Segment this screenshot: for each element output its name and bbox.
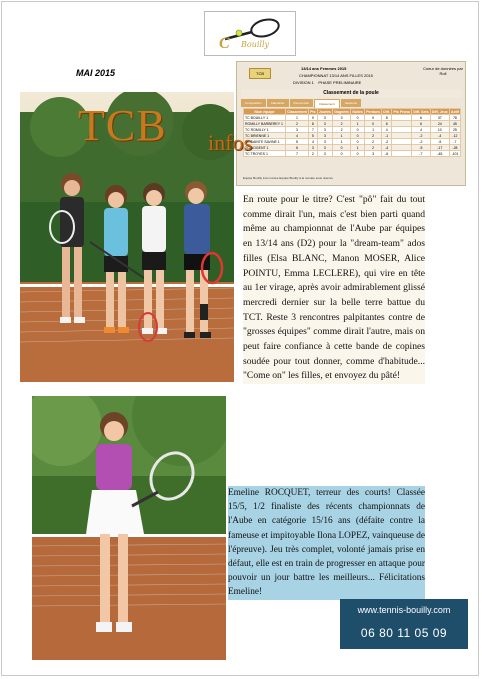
table-cell: 3 — [365, 151, 382, 157]
table-cell: -101 — [449, 151, 460, 157]
table-cell: 2 — [365, 145, 382, 151]
division-label: DIVISION 1 — [293, 80, 314, 85]
table-cell: 6 — [412, 115, 431, 121]
team-name-cell: TC BRIENNE 1 — [244, 133, 286, 139]
table-cell: 3 — [317, 115, 332, 121]
table-cell: 45 — [449, 121, 460, 127]
table-cell: 0 — [333, 151, 351, 157]
table-cell: 1 — [333, 133, 351, 139]
table-cell: 4 — [285, 133, 308, 139]
col-header: Jouées — [318, 109, 331, 114]
team-name-cell: TC ROMILLY 1 — [244, 127, 286, 133]
table-cell: -7 — [412, 151, 431, 157]
table-cell: 0 — [333, 145, 351, 151]
table-cell: 10 — [430, 127, 449, 133]
table-cell: 3 — [317, 133, 332, 139]
article-team: En route pour le titre? C'est "pô" fait du tout comme dirait l'un, mais c'est bien parti quand même au championnat de l'Aube par équipes en 13/14 ans (D2) pour la "dream-team" ados filles (Elsa BLANC, Manon MOSER, Alice POINTU, Emma LECLERE), qui vire en tête au 1er virage, après avoir admirablement glissé mercredi dernier sur la belle terre battue du TCT. Reste 3 rencontres palpitantes contre de "grosses équipes" comme dirait l'autre, mais on peut faire confiance à cette bande de copines soudée pour tout donner, comme d'habitude... "Come on" les filles, et envoyez du pâté! — [243, 193, 425, 384]
table-cell: 4 — [382, 127, 392, 133]
table-cell: 1 — [351, 145, 365, 151]
table-cell: 0 — [351, 139, 365, 145]
table-cell: -28 — [449, 145, 460, 151]
phone-number: 06 80 11 05 09 — [360, 626, 448, 640]
table-cell: -4 — [430, 133, 449, 139]
tab-rencontres[interactable]: Rencontres — [290, 99, 313, 107]
table-cell: 6 — [285, 145, 308, 151]
table-row — [244, 151, 461, 157]
table-cell: -45 — [430, 151, 449, 157]
table-cell: 9 — [309, 115, 318, 121]
table-cell: 2 — [365, 139, 382, 145]
table-cell: -2 — [412, 133, 431, 139]
table-cell: 0 — [365, 115, 382, 121]
table-cell: 0 — [365, 121, 382, 127]
ranking-table — [243, 108, 461, 157]
table-cell: 6 — [382, 121, 392, 127]
table-cell: 7 — [285, 151, 308, 157]
logo-word: Bouilly — [241, 40, 270, 49]
table-cell: 78 — [449, 115, 460, 121]
col-header: Nulles — [352, 109, 363, 114]
article-emeline: Emeline ROCQUET, terreur des courts! Classée 15/5, 1/2 finaliste des récents championnats de l'Aube en catégorie 15/16 ans (défaite contre la fameuse et impitoyable Ilona LOPEZ, vainqueuse de l'épreuve). Jeu très complet, volonté jamais prise en défaut, elle est en train de progresser en attaque pour pouvoir un jour battre les meilleurs... Félicitations Emeline! — [228, 486, 425, 600]
table-cell — [392, 151, 412, 157]
table-cell: 2 — [365, 133, 382, 139]
table-cell: 3 — [317, 139, 332, 145]
table-cell: 24 — [430, 121, 449, 127]
table-cell: 1 — [285, 115, 308, 121]
table-cell: 5 — [285, 139, 308, 145]
table-cell: -5 — [430, 139, 449, 145]
club-logo — [204, 11, 296, 56]
ranking-heading: Classement de la poule — [241, 89, 461, 98]
col-header: Gagnées — [334, 109, 349, 114]
website-link[interactable]: www.tennis-bouilly.com — [357, 605, 451, 615]
table-cell: 3 — [285, 127, 308, 133]
table-cell: -5 — [412, 145, 431, 151]
table-cell: -1 — [382, 133, 392, 139]
table-cell: 4 — [412, 127, 431, 133]
table-cell: 8 — [382, 115, 392, 121]
col-header: Diff. Jeux — [431, 109, 448, 114]
table-cell: 0 — [351, 127, 365, 133]
team-name-cell: TC BOUILLY 1 — [244, 115, 286, 121]
table-cell: 25 — [449, 127, 460, 133]
table-cell: 7 — [309, 127, 318, 133]
table-cell: 2 — [309, 151, 318, 157]
team-name-cell: TC NOGENT 1 — [244, 145, 286, 151]
col-header: Perdues — [366, 109, 380, 114]
tcb-infos-title: TCB — [78, 101, 167, 150]
table-cell: 3 — [309, 145, 318, 151]
col-header: Nom équipe — [244, 109, 286, 115]
tab-classement[interactable]: Classement — [314, 99, 340, 109]
table-cell: 0 — [351, 115, 365, 121]
team-name-cell: TC TROYES 1 — [244, 151, 286, 157]
logo-letters: C — [219, 35, 230, 52]
col-header: Pts — [310, 109, 316, 114]
table-cell: -4 — [382, 145, 392, 151]
col-header: Diff. — [383, 109, 391, 114]
table-cell: 3 — [317, 121, 332, 127]
player-photo — [32, 396, 226, 660]
tcb-infos-suffix: infos — [208, 130, 252, 155]
table-cell: 1 — [333, 139, 351, 145]
table-cell: 1 — [365, 127, 382, 133]
table-cell: 2 — [333, 127, 351, 133]
table-cell: -6 — [382, 151, 392, 157]
table-cell: -17 — [430, 145, 449, 151]
table-cell: 3 — [317, 151, 332, 157]
team-name-cell: ROMILLY BARBEREY 1 — [244, 121, 286, 127]
table-cell: 2 — [333, 121, 351, 127]
table-cell: 5 — [309, 133, 318, 139]
tab-composition[interactable]: Composition — [241, 99, 266, 107]
col-header: Actif — [451, 109, 459, 114]
ranking-logo: TCB — [249, 68, 271, 79]
contact-box — [340, 599, 468, 649]
issue-date: MAI 2015 — [76, 68, 116, 78]
table-cell: 1 — [351, 121, 365, 127]
col-header: Classement — [287, 109, 307, 114]
table-cell: -2 — [412, 139, 431, 145]
table-cell: -12 — [449, 133, 460, 139]
ranking-panel — [236, 61, 466, 186]
tab-sessions[interactable]: Sessions — [341, 99, 361, 107]
table-cell: 8 — [309, 121, 318, 127]
table-cell: 0 — [351, 133, 365, 139]
ranking-right-label: Coeur de données par Roll — [423, 66, 463, 76]
team-name-cell: TC SAINTE SAVINE 1 — [244, 139, 286, 145]
table-cell: 37 — [430, 115, 449, 121]
table-cell: 3 — [317, 127, 332, 133]
table-cell: -7 — [449, 139, 460, 145]
table-cell: 0 — [351, 151, 365, 157]
ranking-legend: Equipe Bouilly à la montée Equipe Bouilly à la montée sous réserve — [243, 176, 333, 180]
table-cell: 4 — [309, 139, 318, 145]
table-cell: 6 — [412, 121, 431, 127]
table-cell: 3 — [317, 145, 332, 151]
table-cell: 2 — [285, 121, 308, 127]
col-header: Pts Prono — [393, 109, 410, 114]
col-header: Diff. Sets — [413, 109, 429, 114]
ranking-title: 13/14 ans Femmes 2015 — [301, 66, 347, 71]
tab-calendrier[interactable]: Calendrier — [267, 99, 289, 107]
ranking-subtitle: CHAMPIONNAT 13/14 ANS FILLES 2015 — [299, 73, 373, 78]
phase-label: PHASE PRELIMINAIRE — [318, 80, 362, 85]
ranking-division — [293, 80, 361, 85]
table-cell: -2 — [382, 139, 392, 145]
table-cell: 3 — [333, 115, 351, 121]
